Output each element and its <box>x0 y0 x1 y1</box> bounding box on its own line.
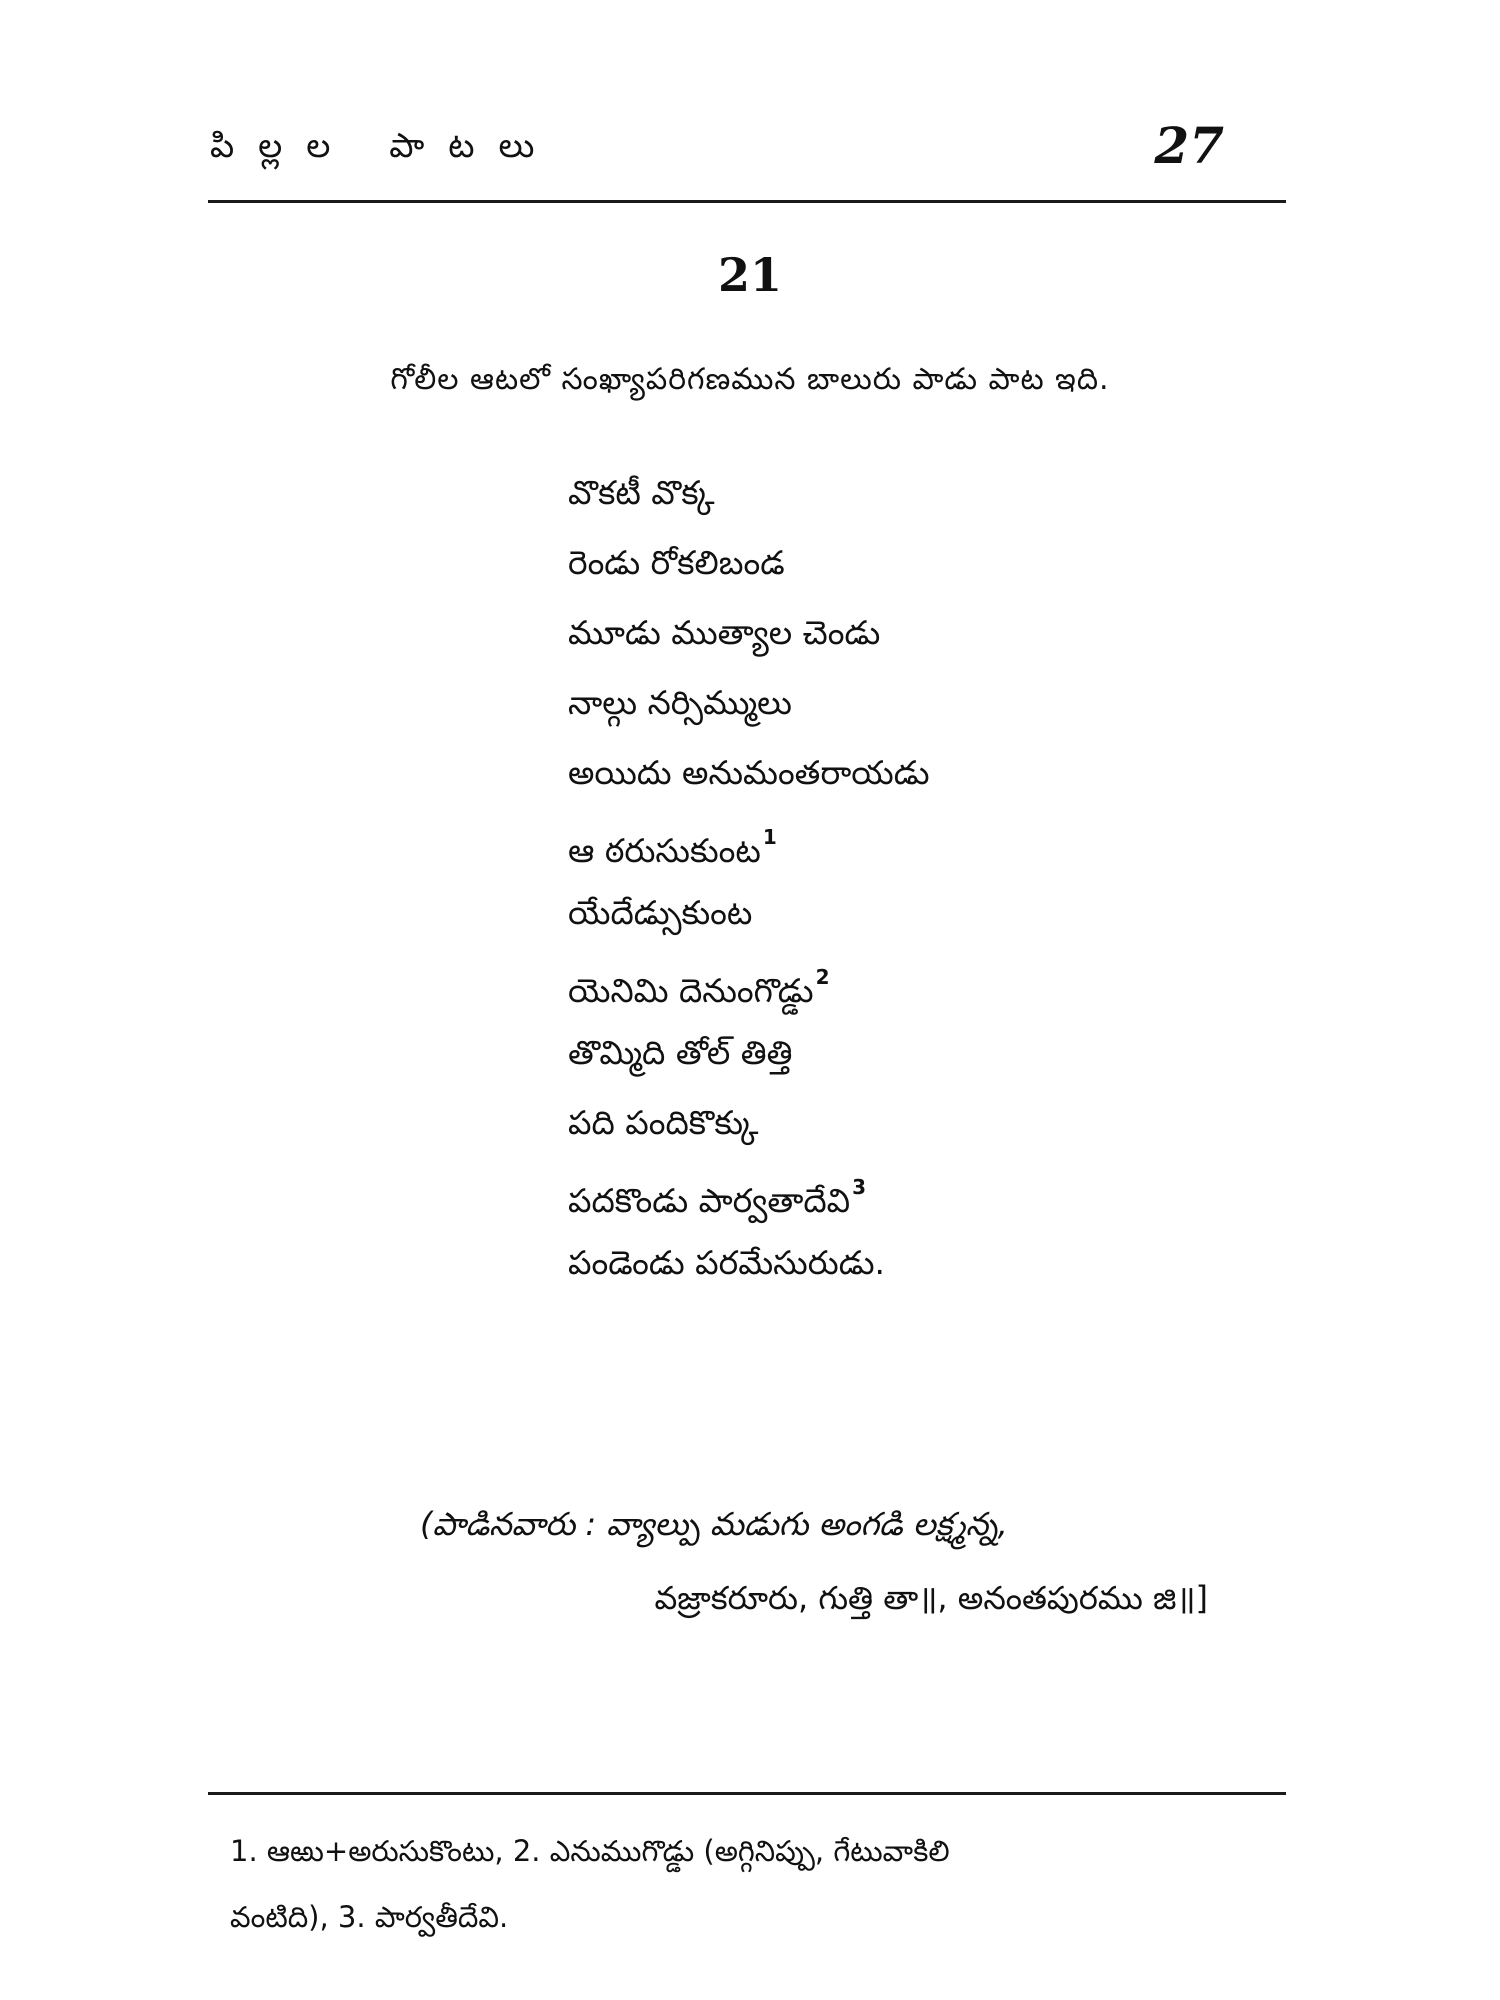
verse-line <box>568 808 930 878</box>
verse-line <box>568 948 930 1018</box>
footnotes <box>230 1818 1280 1950</box>
verse-line-text: యెనిమి దెనుంగొడ్డు <box>568 971 814 1010</box>
verse-line-text: వొకటీ వొక్క <box>568 473 715 512</box>
verse-line <box>568 598 930 668</box>
footnote-marker: 3 <box>852 1175 867 1199</box>
verse-line-text: పదకొండు పార్వతాదేవి <box>568 1181 851 1220</box>
running-head <box>210 118 1230 188</box>
attribution-line: (పాడినవారు : వ్యాల్పు మడుగు అంగడి లక్ష్మన్న, <box>420 1505 1008 1543</box>
verse-line <box>568 668 930 738</box>
attribution-line: వజ్రాకరూరు, గుత్తి తా॥, అనంతపురము జి॥] <box>654 1579 1208 1617</box>
verse-line-text: అయిదు అనుమంతరాయడు <box>568 753 930 792</box>
verse-line <box>568 1228 930 1298</box>
footnote-rule <box>208 1792 1286 1795</box>
footnote-line: వంటిది), 3. పార్వతీదేవి. <box>230 1900 509 1934</box>
verse-line <box>568 458 930 528</box>
footnote-line: 1. ఆఱు+అరుసుకొంటు, 2. ఎనుముగొడ్డు (అగ్గినిప్పు, గేటువాకిలి <box>230 1834 950 1868</box>
verse-line-text: మూడు ముత్యాల చెండు <box>568 613 881 652</box>
verse-line <box>568 1158 930 1228</box>
header-rule <box>208 200 1286 203</box>
verse-line-text: పండెండు పరమేసురుడు. <box>568 1243 886 1282</box>
footnote-marker: 2 <box>815 965 830 989</box>
verse-line-text: పది పందికొక్కు <box>568 1103 759 1142</box>
page-number: 27 <box>1154 116 1224 175</box>
verse-line <box>568 528 930 598</box>
verse-line-text: నాల్గు నర్సిమ్ములు <box>568 683 792 722</box>
verse-line-text: రెండు రోకలిబండ <box>568 543 785 582</box>
verse-line <box>568 738 930 808</box>
verse-line <box>568 878 930 948</box>
verse-line-text: ఆ ఠరుసుకుంట <box>568 831 761 870</box>
running-title: పిల్లల పాటలు <box>210 126 559 166</box>
poem-intro: గోలీల ఆటలో సంఖ్యాపరిగణమున బాలురు పాడు పాట ఇది. <box>390 362 1110 397</box>
verse-line <box>568 1018 930 1088</box>
verse-lines <box>568 458 930 1298</box>
footnote-marker: 1 <box>762 825 777 849</box>
verse-line <box>568 1088 930 1158</box>
poem-number: 21 <box>717 248 782 302</box>
verse-line-text: యేదేడ్సుకుంట <box>568 893 753 932</box>
verse-line-text: తొమ్మిది తోల్ తిత్తి <box>568 1033 793 1072</box>
